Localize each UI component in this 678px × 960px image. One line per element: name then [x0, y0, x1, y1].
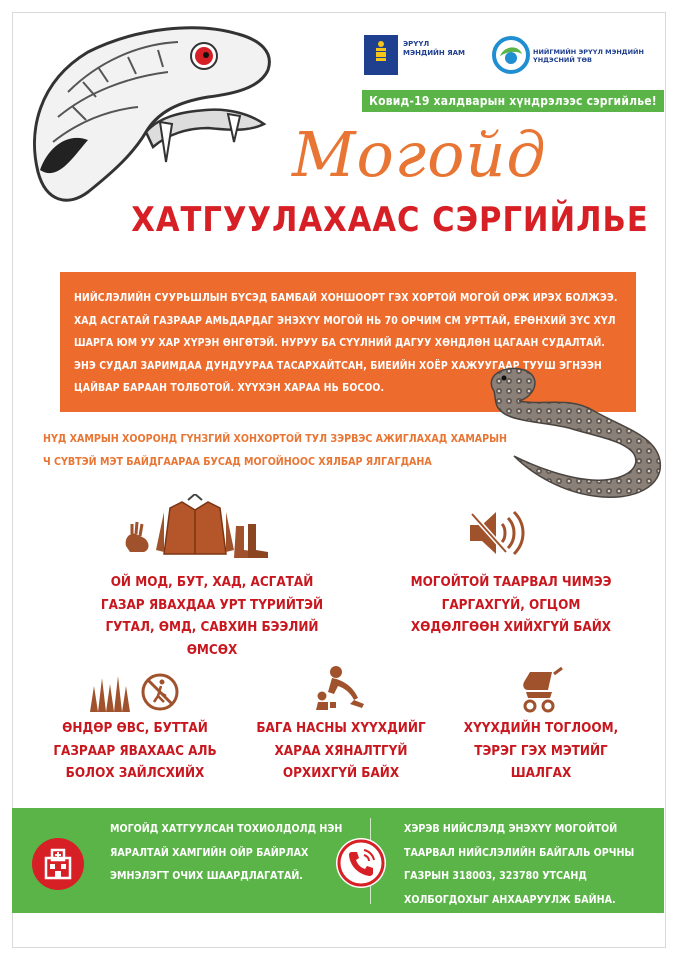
tip-stroller-text: ХҮҮХДИЙН ТОГЛООМ, ТЭРЭГ ГЭХ МЭТИЙГ ШАЛГАХ [463, 721, 619, 781]
mute-speaker-icon [466, 508, 526, 558]
description-text: НИЙСЛЭЛИЙН СУУРЬШЛЫН БҮСЭД БАМБАЙ ХОНШООРТ ГЭХ ХОРТОЙ МОГОЙ ОРЖ ИРЭХ БОЛЖЭЭ. ХАД АСГАТАЙ ГАЗРААР АМЬДАРДАГ ЭНЭХҮҮ МОГОЙ НЬ 70 ОРЧИМ СМ УРТТАЙ, ЕРӨНХИЙ ЗҮС ХҮЛ ШАРГА ЮМ УУ ХАР ХҮРЭН ӨНГӨТЭЙ. НУРУУ БА СҮҮЛНИЙ ДАГУУ ХӨНДЛӨН ЦАГААН СУДАЛТАЙ. ЭНЭ СУДАЛ ЗАРИМДАА ДУНДУУРАА ТАСАРХАЙТСАН, БИЕИЙН ХОЁР ХАЖУУГААР ТУУШ ЭГНЭЭН ЦАЙВАР БАРААН ТОЛБОТОЙ. ХҮҮХЭН ХАРАА НЬ БОСОО. [74, 292, 618, 394]
grass-no-walk-icon [88, 672, 184, 712]
hospital-icon [32, 838, 84, 890]
page-title: ХАТГУУЛАХААС СЭРГИЙЛЬЕ [131, 200, 649, 240]
ministry-logo [364, 35, 398, 75]
tip-clothing-text: ОЙ МОД, БУТ, ХАД, АСГАТАЙ ГАЗАР ЯВАХДАА УРТ ТҮРИЙТЭЙ ГУТАЛ, ӨМД, САВХИН БЭЭЛИЙ ӨМСӨХ [100, 575, 324, 658]
covid-banner [362, 90, 664, 112]
covid-banner-text: Ковид-19 халдварын хүндрэлээс сэргийлье! [369, 94, 657, 108]
tip-mute-text: МОГОЙТОЙ ТААРВАЛ ЧИМЭЭ ГАРГАХГҮЙ, ОГЦОМ ХӨДӨЛГӨӨН ХИЙХГҮЙ БАЙХ [410, 575, 612, 635]
eye-note: НҮД ХАМРЫН ХООРОНД ГҮНЗГИЙ ХОНХОРТОЙ ТУЛ ЗЭРВЭС АЖИГЛАХАД ХАМАРЫН Ч СҮВТЭЙ МЭТ БАЙДГААРАА БУСАД МОГОЙНООС ХЯЛБАР ЯЛГАГДАНА [43, 433, 508, 468]
tip-grass-text: ӨНДӨР ӨВС, БУТТАЙ ГАЗРААР ЯВАХААС АЛЬ БОЛОХ ЗАЙЛСХИЙХ [53, 721, 217, 781]
ministry-name: ЭРҮҮЛ МЭНДИЙН ЯАМ [403, 40, 465, 57]
snake-head-illustration [28, 22, 280, 212]
health-center-logo-icon [492, 36, 530, 74]
health-center-name: НИЙГМИЙН ЭРҮҮЛ МЭНДИЙН ҮНДЭСНИЙ ТӨВ [533, 48, 644, 64]
bottom-phone-text: ХЭРЭВ НИЙСЛЭЛД ЭНЭХҮҮ МОГОЙТОЙ ТААРВАЛ НИЙСЛЭЛИЙН БАЙГАЛЬ ОРЧНЫ ГАЗРЫН 318003, 323780 УТСАНД ХОЛБОГДОХЫГ АНХААРУУЛЖ БАЙНА. [404, 823, 635, 906]
clothing-icon [120, 494, 270, 566]
soyombo-emblem-icon [373, 40, 389, 62]
child-play-icon [314, 664, 370, 712]
bottom-hospital-text: МОГОЙД ХАТГУУЛСАН ТОХИОЛДОЛД НЭН ЯАРАЛТАЙ ХАМГИЙН ОЙР БАЙРЛАХ ЭМНЭЛЭГТ ОЧИХ ШААРДЛАГАТАЙ. [110, 823, 343, 882]
phone-icon [336, 838, 386, 888]
stroller-icon [518, 664, 568, 714]
tip-child-text: БАГА НАСНЫ ХҮҮХДИЙГ ХАРАА ХЯНАЛТГҮЙ ОРХИХГҮЙ БАЙХ [256, 721, 426, 781]
title-script: Могойд [292, 118, 547, 191]
